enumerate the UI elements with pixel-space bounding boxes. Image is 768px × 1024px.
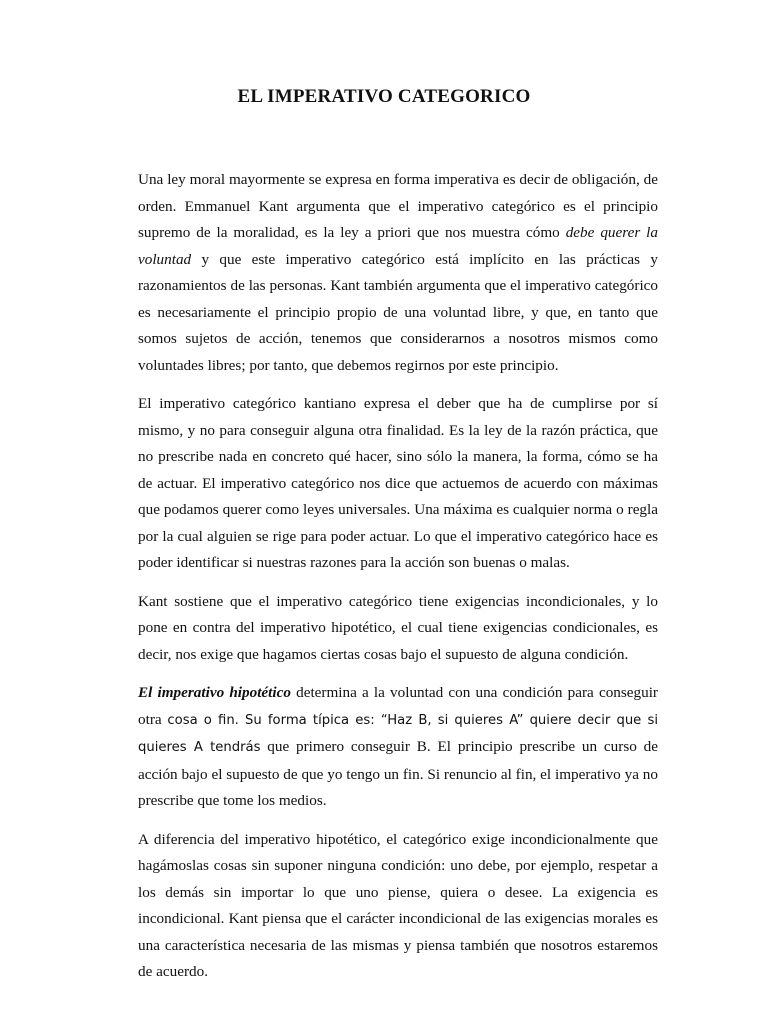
paragraph-4-text-a: determina a la voluntad con una condición para conseguir otra <box>138 684 658 728</box>
document-body <box>138 167 658 998</box>
paragraph-4 <box>138 680 658 815</box>
paragraph-1 <box>138 167 658 379</box>
document-title: EL IMPERATIVO CATEGORICO <box>237 86 531 107</box>
paragraph-1-text-a: Una ley moral mayormente se expresa en forma imperativa es decir de obligación, de orden. Emmanuel Kant argumenta que el imperativo categórico es el principio supremo de la moralidad, es la ley a priori que nos muestra cómo <box>138 171 658 241</box>
paragraph-4-sans-fragment: cosa o fin. Su forma típica es: “Haz B, si quieres A” quiere decir que si quieres A tendrás <box>138 712 658 755</box>
paragraph-1-text-b: y que este imperativo categórico está implícito en las prácticas y razonamientos de las personas. Kant también argumenta que el imperativo categórico es necesariamente el principio propio de una voluntad libre, y que, en tanto que somos sujetos de acción, tenemos que considerarnos a nosotros mismos como voluntades libres; por tanto, que debemos regirnos por este principio. <box>138 250 658 374</box>
paragraph-4-lead-term: El imperativo hipotético <box>138 684 291 701</box>
paragraph-3: Kant sostiene que el imperativo categórico tiene exigencias incondicionales, y lo pone en contra del imperativo hipotético, el cual tiene exigencias condicionales, es decir, nos exige que hagamos ciertas cosas bajo el supuesto de alguna condición. <box>138 592 658 663</box>
paragraph-1-emphasis: debe querer la voluntad <box>138 224 658 268</box>
paragraph-4-text-b: que primero conseguir B. El principio prescribe un curso de acción bajo el supuesto de que yo tengo un fin. Si renuncio al fin, el imperativo ya no prescribe que tome los medios. <box>138 738 658 809</box>
paragraph-2: El imperativo categórico kantiano expresa el deber que ha de cumplirse por sí mismo, y no para conseguir alguna otra finalidad. Es la ley de la razón práctica, que no prescribe nada en concreto qué hacer, sino sólo la manera, la forma, cómo se ha de actuar. El imperativo categórico nos dice que actuemos de acuerdo con máximas que podamos querer como leyes universales. Una máxima es cualquier norma o regla por la cual alguien se rige para poder actuar. Lo que el imperativo categórico hace es poder identificar si nuestras razones para la acción son buenas o malas. <box>138 395 658 571</box>
paragraph-5: A diferencia del imperativo hipotético, el categórico exige incondicionalmente que hagámoslas cosas sin suponer ninguna condición: uno debe, por ejemplo, respetar a los demás sin importar lo que uno piense, quiera o desee. La exigencia es incondicional. Kant piensa que el carácter incondicional de las exigencias morales es una característica necesaria de las mismas y piensa también que nosotros estaremos de acuerdo. <box>138 830 658 980</box>
